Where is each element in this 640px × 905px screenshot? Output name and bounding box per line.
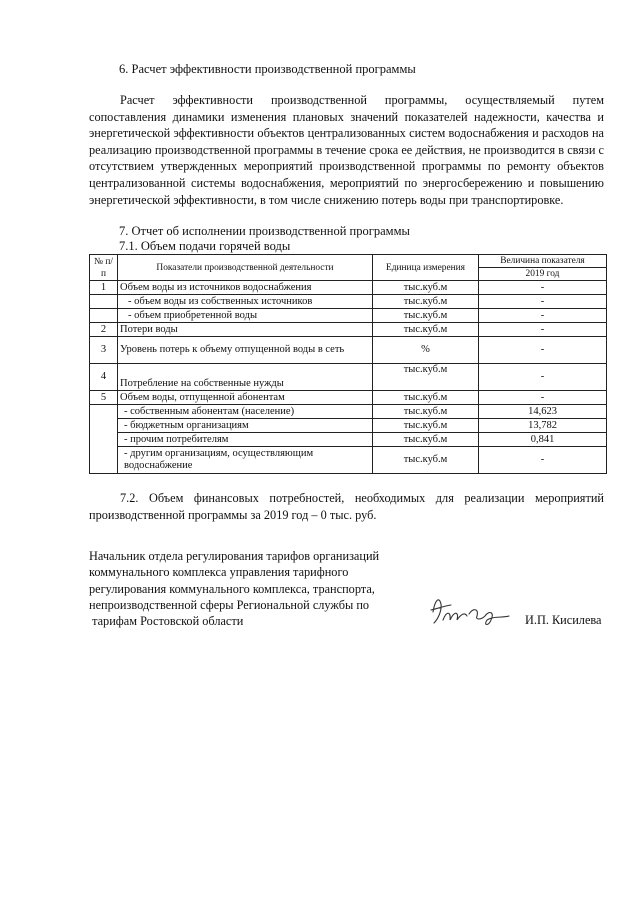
row-unit: тыс.куб.м (373, 433, 479, 447)
row-num: 5 (90, 391, 118, 405)
row-num (90, 309, 118, 323)
table-row (90, 419, 607, 433)
table-row (90, 433, 607, 447)
table-row (90, 405, 607, 419)
signatory-position-line: Начальник отдела регулирования тарифов организаций (89, 549, 380, 563)
row-indicator: - объем воды из собственных источников (118, 295, 373, 309)
row-unit: тыс.куб.м (373, 447, 479, 474)
signature-block (89, 548, 419, 629)
header-num: № п/п (90, 255, 118, 281)
table-row (90, 281, 607, 295)
row-num (90, 405, 118, 474)
row-value: - (479, 337, 607, 364)
table-header-row-1 (90, 255, 607, 268)
header-year: 2019 год (479, 268, 607, 281)
row-indicator: Объем воды, отпущенной абонентам (118, 391, 373, 405)
row-indicator: Потери воды (118, 323, 373, 337)
header-unit: Единица измерения (373, 255, 479, 281)
section-7-1-subheading: 7.1. Объем подачи горячей воды (119, 239, 291, 253)
signatory-position-line: регулирования коммунального комплекса, транспорта, (89, 581, 375, 596)
row-indicator: - бюджетным организациям (118, 419, 373, 433)
row-indicator: - другим организациям, осуществляющим водоснабжение (118, 447, 373, 474)
row-num: 2 (90, 323, 118, 337)
handwritten-signature (425, 590, 515, 630)
section-7-heading: 7. Отчет об исполнении производственной программы (119, 224, 410, 238)
table-row (90, 391, 607, 405)
row-indicator: Уровень потерь к объему отпущенной воды в сеть (118, 337, 373, 364)
hot-water-table (89, 254, 607, 474)
section-7-2-text: 7.2. Объем финансовых потребностей, необходимых для реализации мероприятий производственной программы за 2019 год – 0 тыс. руб. (89, 491, 604, 522)
row-unit: тыс.куб.м (373, 295, 479, 309)
table-row (90, 295, 607, 309)
section-6-heading: 6. Расчет эффективности производственной программы (119, 62, 416, 76)
row-indicator: Объем воды из источников водоснабжения (118, 281, 373, 295)
row-num: 3 (90, 337, 118, 364)
row-value: 13,782 (479, 419, 607, 433)
table-row (90, 364, 607, 391)
row-num (90, 295, 118, 309)
row-unit: тыс.куб.м (373, 391, 479, 405)
row-value: - (479, 364, 607, 391)
row-value: - (479, 447, 607, 474)
table-row (90, 337, 607, 364)
row-unit: % (373, 337, 479, 364)
header-indicator: Показатели производственной деятельности (118, 255, 373, 281)
signatory-position-line: непроизводственной сферы Региональной службы по (89, 597, 370, 612)
row-value: 0,841 (479, 433, 607, 447)
row-value: 14,623 (479, 405, 607, 419)
row-value: - (479, 281, 607, 295)
table-row (90, 309, 607, 323)
section-6-paragraph (89, 92, 604, 208)
section-7-2-paragraph (89, 490, 604, 523)
row-unit: тыс.куб.м (373, 364, 479, 391)
row-unit: тыс.куб.м (373, 309, 479, 323)
row-num: 4 (90, 364, 118, 391)
header-value-group: Величина показателя (479, 255, 607, 268)
signatory-position-line: тарифам Ростовской области (89, 614, 244, 629)
row-indicator: - объем приобретенной воды (118, 309, 373, 323)
table-row (90, 323, 607, 337)
signatory-position-line: коммунального комплекса управления тарифного (89, 565, 349, 580)
row-indicator: Потребление на собственные нужды (118, 364, 373, 391)
row-value: - (479, 309, 607, 323)
row-indicator: - прочим потребителям (118, 433, 373, 447)
row-indicator: - собственным абонентам (население) (118, 405, 373, 419)
row-unit: тыс.куб.м (373, 419, 479, 433)
section-6-text: Расчет эффективности производственной программы, осуществляемый путем сопоставления динамики изменения плановых значений показателей надежности, качества и энергетической эффективности объектов централизованных систем водоснабжения и расходов на реализацию производственной программы в течение срока ее действия, не производится в связи с отсутствием утвержденных мероприятий производственной программы по ремонту объектов централизованной системы водоснабжения, мероприятий по энергосбережению и повышению энергетической эффективности, в том числе снижению потерь воды при транспортировке. (89, 93, 604, 207)
row-value: - (479, 391, 607, 405)
row-value: - (479, 295, 607, 309)
row-unit: тыс.куб.м (373, 405, 479, 419)
row-value: - (479, 323, 607, 337)
table-row (90, 447, 607, 474)
row-num: 1 (90, 281, 118, 295)
signatory-name: И.П. Кисилева (525, 613, 602, 627)
row-unit: тыс.куб.м (373, 281, 479, 295)
row-unit: тыс.куб.м (373, 323, 479, 337)
